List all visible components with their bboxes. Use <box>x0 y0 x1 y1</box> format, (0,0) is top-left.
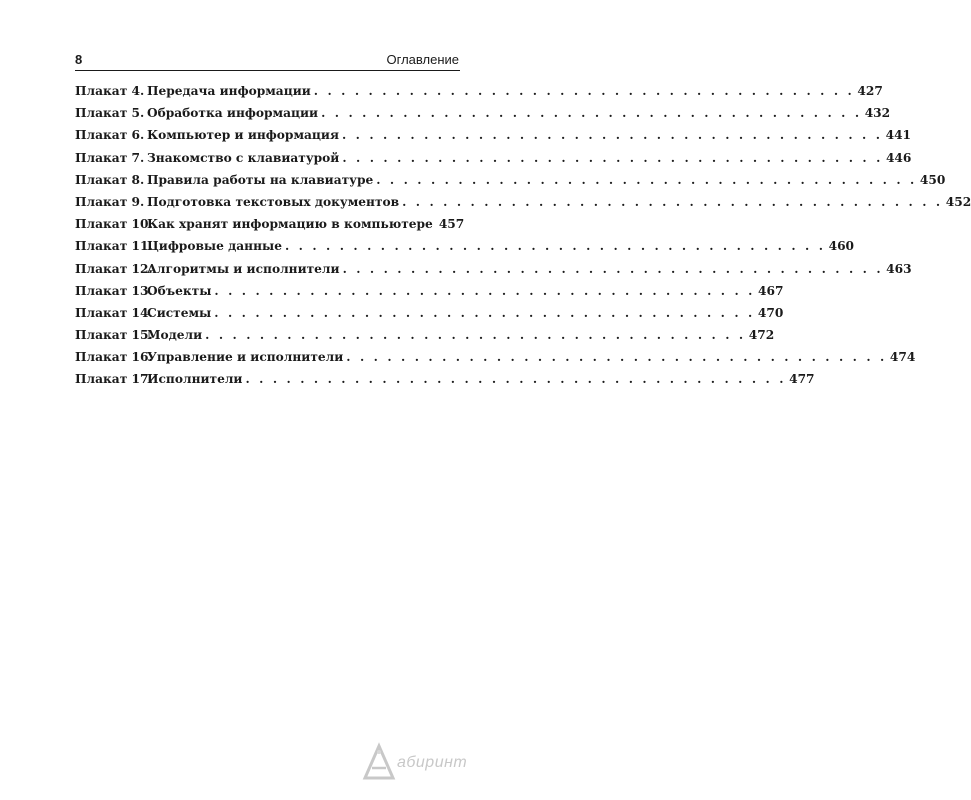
toc-dot-leader: . . . . . . . . . . . . . . . . . . . . . . . . . . . . . . . . . . . . . . . . <box>313 84 855 98</box>
toc-entry-label: Плакат 6. <box>75 128 145 143</box>
toc-entry-title: Передача информации <box>147 84 311 98</box>
toc-entry-label: Плакат 15. <box>75 328 153 343</box>
toc-entry-page: 467 <box>758 283 784 298</box>
table-of-contents <box>75 84 971 395</box>
toc-dot-leader: . . . . . . . . . . . . . . . . . . . . . . . . . . . . . . . . . . . . . . . . <box>342 261 884 276</box>
toc-entry-title: Подготовка текстовых документов <box>147 194 400 209</box>
toc-entry-page: 474 <box>889 350 916 365</box>
toc-entry <box>75 84 883 106</box>
toc-dot-leader: . . . . . . . . . . . . . . . . . . . . . . . . . . . . . . . . . . . . . . . . <box>284 239 826 254</box>
section-title: Оглавление <box>386 52 459 67</box>
toc-entry-title: Как хранят информацию в компьютере <box>147 217 433 232</box>
toc-entry-label: Плакат 4. <box>75 84 145 98</box>
toc-entry <box>75 283 784 306</box>
toc-entry-page: 477 <box>789 372 815 387</box>
toc-entry-page: 472 <box>748 328 775 343</box>
toc-entry-label: Плакат 11. <box>75 239 153 254</box>
toc-entry <box>75 128 912 150</box>
toc-entry-title: Объекты <box>147 283 212 298</box>
toc-entry <box>75 328 775 350</box>
toc-entry-page: 460 <box>828 239 855 254</box>
toc-entry-page: 441 <box>885 128 912 143</box>
toc-entry <box>75 239 855 261</box>
toc-entry <box>75 106 891 128</box>
toc-dot-leader: . . . . . . . . . . . . . . . . . . . . . . . . . . . . . . . . . . . . . . . . <box>402 194 943 209</box>
labirint-logo-icon <box>361 742 397 782</box>
toc-entry-label: Плакат 14. <box>75 305 153 320</box>
toc-dot-leader: . . . . . . . . . . . . . . . . . . . . . . . . . . . . . . . . . . . . . . . . <box>346 350 887 365</box>
toc-entry-title: Компьютер и информация <box>147 128 339 143</box>
toc-dot-leader: . . . . . . . . . . . . . . . . . . . . . . . . . . . . . . . . . . . . . . . . <box>376 172 917 187</box>
toc-entry <box>75 150 912 173</box>
toc-dot-leader: . . . . . . . . . . . . . . . . . . . . . . . . . . . . . . . . . . . . . . . . <box>341 128 883 143</box>
toc-entry <box>75 172 946 195</box>
toc-entry <box>75 217 465 239</box>
toc-entry-title: Модели <box>147 328 203 343</box>
watermark <box>361 742 471 782</box>
toc-entry-label: Плакат 12. <box>75 261 153 276</box>
toc-entry-label: Плакат 7. <box>75 150 145 165</box>
toc-entry-title: Правила работы на клавиатуре <box>147 172 374 187</box>
toc-entry-page: 463 <box>886 261 912 276</box>
toc-entry <box>75 305 784 328</box>
watermark-text: абиринт <box>397 754 468 771</box>
toc-entry-page: 432 <box>864 106 891 121</box>
toc-dot-leader: . . . . . . . . . . . . . . . . . . . . . . . . . . . . . . . . . . . . . . . . <box>205 328 746 343</box>
running-header <box>75 52 459 70</box>
toc-entry-title: Цифровые данные <box>147 239 282 254</box>
toc-entry <box>75 261 912 284</box>
toc-entry-title: Системы <box>147 305 212 320</box>
toc-entry-page: 427 <box>857 84 883 98</box>
toc-entry-page: 457 <box>438 217 465 232</box>
toc-dot-leader: . . . . . . . . . . . . . . . . . . . . . . . . . . . . . . . . . . . . . . . . <box>214 305 755 320</box>
toc-dot-leader: . . . . . . . . . . . . . . . . . . . . . . . . . . . . . . . . . . . . . . . . <box>214 283 756 298</box>
toc-entry-page: 446 <box>885 150 912 165</box>
toc-dot-leader: . . . . . . . . . . . . . . . . . . . . . . . . . . . . . . . . . . . . . . . . <box>321 106 862 121</box>
toc-entry <box>75 194 971 217</box>
toc-entry-page: 452 <box>945 194 971 209</box>
toc-entry-page: 450 <box>919 172 946 187</box>
toc-entry-label: Плакат 9. <box>75 194 145 209</box>
toc-entry-label: Плакат 5. <box>75 106 145 121</box>
toc-dot-leader: . . . . . . . . . . . . . . . . . . . . . . . . . . . . . . . . . . . . . . . . <box>245 372 787 387</box>
page-number: 8 <box>75 52 83 67</box>
header-divider <box>75 70 460 71</box>
toc-entry-title: Управление и исполнители <box>147 350 344 365</box>
toc-entry-title: Исполнители <box>147 372 243 387</box>
toc-entry-label: Плакат 16. <box>75 350 153 365</box>
toc-entry-label: Плакат 17. <box>75 372 153 387</box>
toc-entry-title: Обработка информации <box>147 106 319 121</box>
toc-dot-leader: . . . . . . . . . . . . . . . . . . . . . . . . . . . . . . . . . . . . . . . . <box>342 150 883 165</box>
toc-entry-title: Знакомство с клавиатурой <box>147 150 340 165</box>
toc-entry-label: Плакат 10. <box>75 217 153 232</box>
toc-entry-page: 470 <box>757 305 784 320</box>
toc-entry-label: Плакат 13. <box>75 283 153 298</box>
toc-entry-label: Плакат 8. <box>75 172 145 187</box>
toc-entry <box>75 372 815 394</box>
toc-entry <box>75 350 916 372</box>
toc-entry-title: Алгоритмы и исполнители <box>147 261 340 276</box>
